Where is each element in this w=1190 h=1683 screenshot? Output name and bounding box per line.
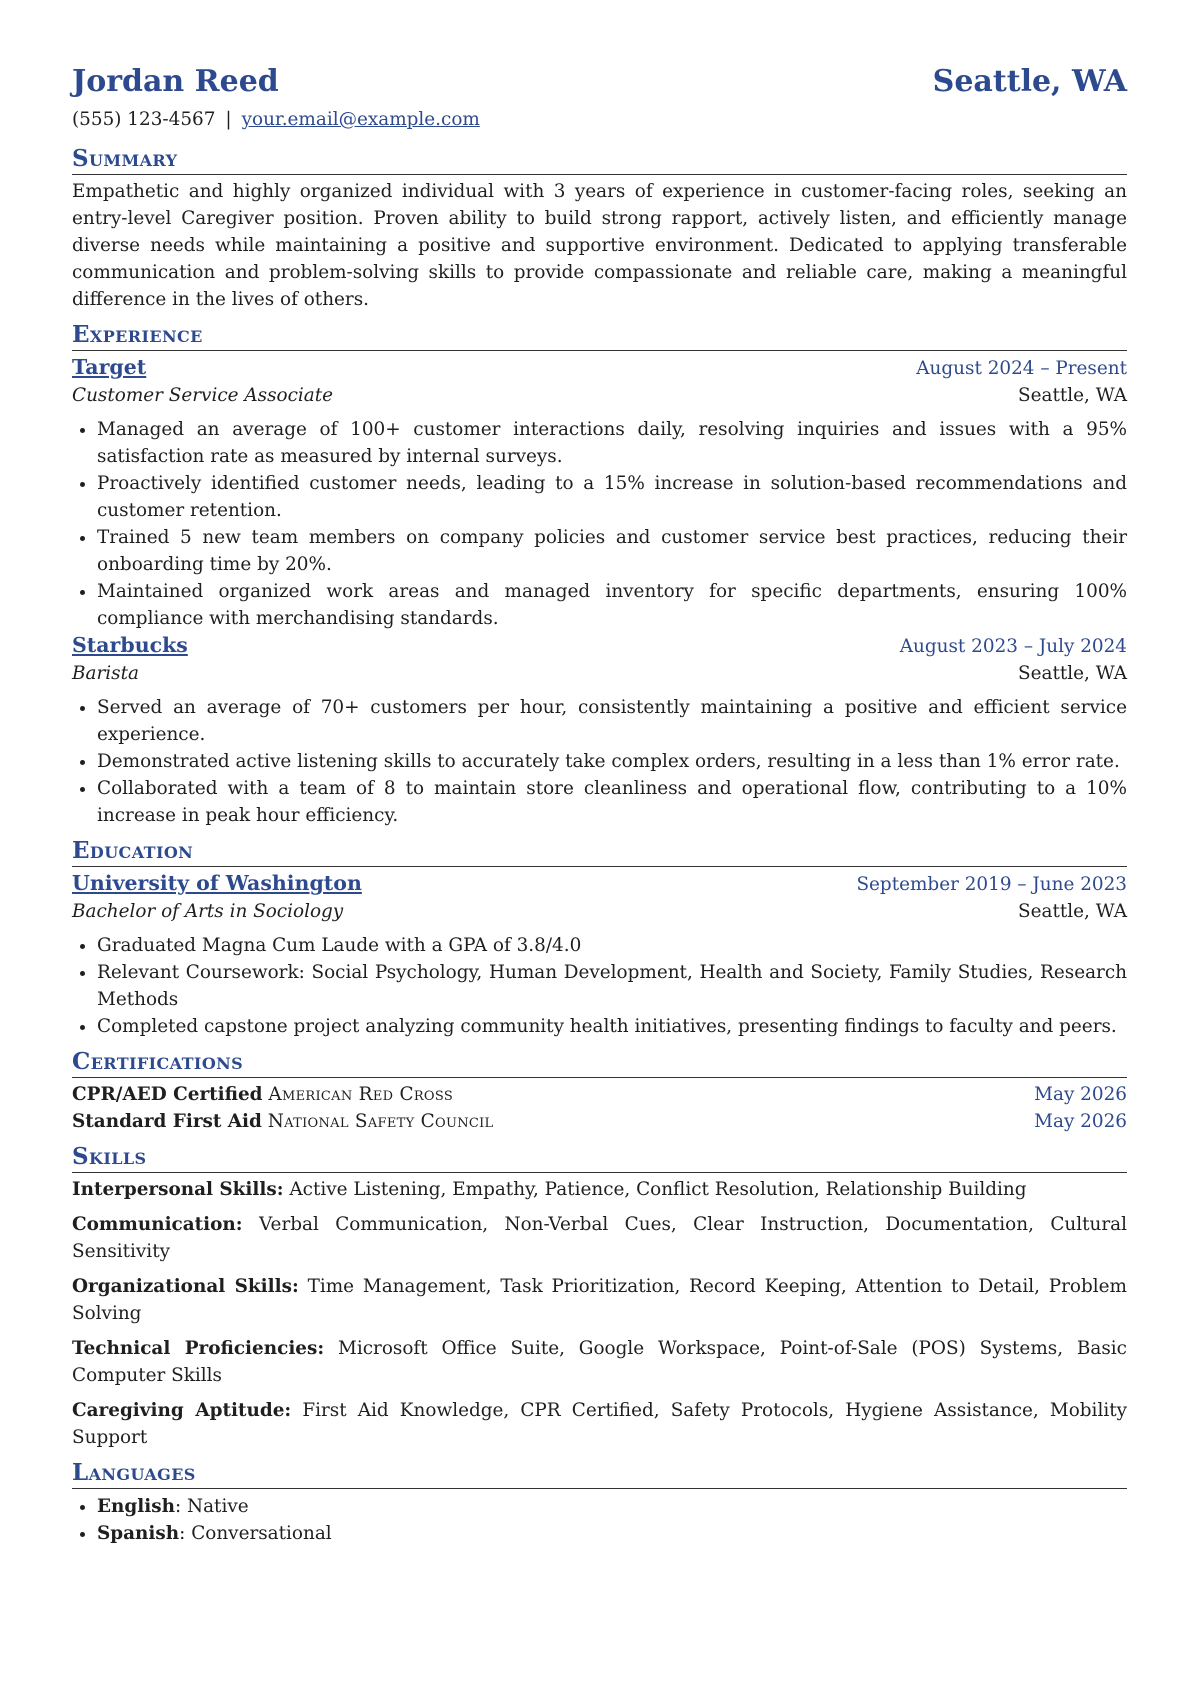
skill-value: Microsoft Office Suite, Google Workspace, Point-of-Sale (POS) Systems, Basic Computer Skills <box>72 1338 1127 1386</box>
list-item: • Managed an average of 100+ customer interactions daily, resolving inquiries and issues with a 95% satisfaction rate as measured by internal surveys. <box>97 416 1127 470</box>
list-item: • English: Native <box>97 1493 1127 1520</box>
experience-entry <box>72 354 1127 632</box>
language-name: Spanish <box>97 1523 180 1544</box>
degree: Bachelor of Arts in Sociology <box>72 901 344 922</box>
list-item: • Collaborated with a team of 8 to maintain store cleanliness and operational flow, contributing to a 10% increase in peak hour efficiency. <box>97 775 1127 829</box>
section-title-certifications: Certifications <box>72 1048 1127 1078</box>
list-item: • Completed capstone project analyzing community health initiatives, presenting findings to faculty and peers. <box>97 1013 1127 1040</box>
job-location: Seattle, WA <box>1018 385 1127 406</box>
school-name[interactable]: University of Washington <box>72 871 362 895</box>
cert-date: May 2026 <box>1034 1084 1127 1105</box>
section-title-languages: Languages <box>72 1459 1127 1489</box>
list-item: • Trained 5 new team members on company policies and customer service best practices, reducing their onboarding time by 20%. <box>97 524 1127 578</box>
job-bullets <box>72 416 1127 632</box>
skill-label: Interpersonal Skills: <box>72 1179 284 1200</box>
job-title: Customer Service Associate <box>72 385 333 406</box>
email-link[interactable]: your.email@example.com <box>241 109 480 130</box>
skill-value: Active Listening, Empathy, Patience, Conflict Resolution, Relationship Building <box>289 1179 1027 1200</box>
cert-issuer: American Red Cross <box>268 1084 454 1105</box>
certification-row <box>72 1108 1127 1135</box>
skill-value: Time Management, Task Prioritization, Record Keeping, Attention to Detail, Problem Solving <box>72 1276 1127 1324</box>
candidate-name: Jordan Reed <box>72 64 279 99</box>
cert-date: May 2026 <box>1034 1111 1127 1132</box>
cert-issuer: National Safety Council <box>267 1111 494 1132</box>
education-entry <box>72 870 1127 1040</box>
cert-name: CPR/AED Certified <box>72 1084 263 1105</box>
list-item: • Maintained organized work areas and managed inventory for specific departments, ensuring 100% compliance with merchandising standards. <box>97 578 1127 632</box>
list-item: • Spanish: Conversational <box>97 1520 1127 1547</box>
summary-text: Empathetic and highly organized individual with 3 years of experience in customer-facing roles, seeking an entry-level Caregiver position. Proven ability to build strong rapport, actively listen, and efficiently manage diverse needs while maintaining a positive and supportive environment. Dedicated to applying transferable communication and problem-solving skills to provide compassionate and reliable care, making a meaningful difference in the lives of others. <box>72 181 1127 310</box>
languages-list <box>72 1493 1127 1547</box>
skill-line <box>72 1176 1127 1203</box>
header-location: Seattle, WA <box>932 64 1127 99</box>
skills-list <box>72 1176 1127 1451</box>
job-title: Barista <box>72 663 139 684</box>
skill-line <box>72 1211 1127 1265</box>
skill-label: Caregiving Aptitude: <box>72 1400 292 1421</box>
certification-row <box>72 1081 1127 1108</box>
education-location: Seattle, WA <box>1018 901 1127 922</box>
education-bullets <box>72 932 1127 1040</box>
education-dates: September 2019 – June 2023 <box>856 874 1127 895</box>
language-level: Conversational <box>191 1523 332 1544</box>
job-bullets <box>72 694 1127 829</box>
list-item: • Graduated Magna Cum Laude with a GPA of 3.8/4.0 <box>97 932 1127 959</box>
language-level: Native <box>187 1496 249 1517</box>
skill-label: Organizational Skills: <box>72 1276 299 1297</box>
skill-label: Communication: <box>72 1214 243 1235</box>
contact-line <box>72 106 1127 133</box>
list-item: • Proactively identified customer needs, leading to a 15% increase in solution-based recommendations and customer retention. <box>97 470 1127 524</box>
list-item: • Relevant Coursework: Social Psychology, Human Development, Health and Society, Family Studies, Research Methods <box>97 959 1127 1013</box>
header <box>72 62 1127 102</box>
skill-label: Technical Proficiencies: <box>72 1338 325 1359</box>
language-name: English <box>97 1496 175 1517</box>
company-name[interactable]: Starbucks <box>72 633 188 657</box>
job-dates: August 2024 – Present <box>916 358 1127 379</box>
company-name[interactable]: Target <box>72 355 147 379</box>
skill-line <box>72 1397 1127 1451</box>
section-title-education: Education <box>72 837 1127 867</box>
job-dates: August 2023 – July 2024 <box>899 636 1127 657</box>
section-title-summary: Summary <box>72 145 1127 175</box>
section-title-skills: Skills <box>72 1143 1127 1173</box>
section-title-experience: Experience <box>72 321 1127 351</box>
experience-entry <box>72 632 1127 829</box>
skill-value: First Aid Knowledge, CPR Certified, Safety Protocols, Hygiene Assistance, Mobility Support <box>72 1400 1127 1448</box>
contact-separator: | <box>225 109 232 130</box>
list-item: • Served an average of 70+ customers per hour, consistently maintaining a positive and efficient service experience. <box>97 694 1127 748</box>
skill-line <box>72 1273 1127 1327</box>
skill-line <box>72 1335 1127 1389</box>
list-item: • Demonstrated active listening skills to accurately take complex orders, resulting in a less than 1% error rate. <box>97 748 1127 775</box>
skill-value: Verbal Communication, Non-Verbal Cues, Clear Instruction, Documentation, Cultural Sensitivity <box>72 1214 1127 1262</box>
phone: (555) 123-4567 <box>72 109 216 130</box>
cert-name: Standard First Aid <box>72 1111 262 1132</box>
job-location: Seattle, WA <box>1018 663 1127 684</box>
